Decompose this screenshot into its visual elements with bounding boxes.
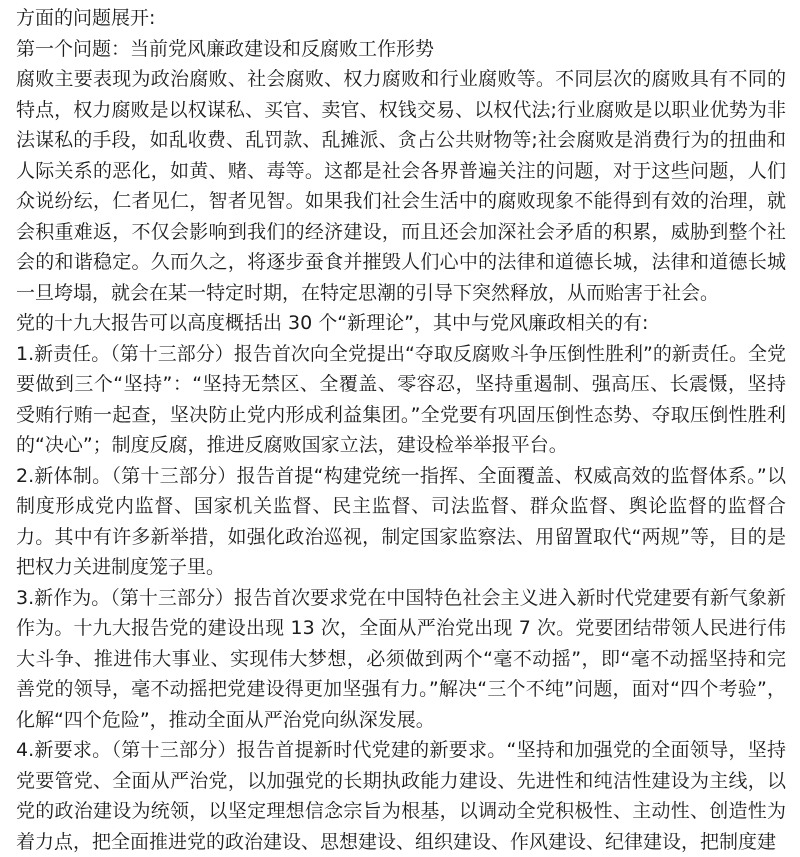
paragraph-intro: 党的十九大报告可以高度概括出 30 个“新理论”，其中与党风廉政相关的有: (16, 312, 649, 334)
item-new-responsibility: 1.新责任。（第十三部分）报告首次向全党提出“夺取反腐败斗争压倒性胜利”的新责任。全党要做到三个“坚持”：“坚持无禁区、全覆盖、零容忍，坚持重遏制、强高压、长震慑，坚持受贿行贿一起查，坚决防止党内形成利益集团。”全党要有巩固压倒性态势、夺取压倒性胜利的“决心”；制度反腐，推进反腐败国家立法，建设检举举报平台。 (16, 342, 786, 456)
paragraph-corruption-forms: 腐败主要表现为政治腐败、社会腐败、权力腐败和行业腐败等。不同层次的腐败具有不同的特点，权力腐败是以权谋私、买官、卖官、权钱交易、以权代法;行业腐败是以职业优势为非法谋私的手段，如乱收费、乱罚款、乱摊派、贪占公共财物等;社会腐败是消费行为的扭曲和人际关系的恶化，如黄、赌、毒等。这都是社会各界普遍关注的问题，对于这些问题，人们众说纷纭，仁者见仁，智者见智。如果我们社会生活中的腐败现象不能得到有效的治理，就会积重难返，不仅会影响到我们的经济建设，而且还会加深社会矛盾的积累，威胁到整个社会的和谐稳定。久而久之，将逐步蚕食并摧毁人们心中的法律和道德长城，法律和道德长城一旦垮塌，就会在某一特定时期，在特定思潮的引导下突然释放，从而贻害于社会。 (16, 68, 786, 304)
section-heading: 第一个问题：当前党风廉政建设和反腐败工作形势 (16, 37, 435, 60)
item-new-requirements: 4.新要求。（第十三部分）报告首提新时代党建的新要求。“坚持和加强党的全面领导，坚持党要管党、全面从严治党，以加强党的长期执政能力建设、先进性和纯洁性建设为主线，以党的政治建设为统领，以坚定理想信念宗旨为根基，以调动全党积极性、主动性、创造性为着力点，把全面推进党的政治建设、思想建设、组织建设、作风建设、纪律建设，把制度建 (16, 739, 786, 853)
item-new-action: 3.新作为。（第十三部分）报告首次要求党在中国特色社会主义进入新时代党建要有新气象新作为。十九大报告党的建设出现 13 次，全面从严治党出现 7 次。党要团结带领人民进行伟大斗争、推进伟大事业、实现伟大梦想，必须做到两个“毫不动摇”，即“毫不动摇坚持和完善党的领导，毫不动摇把党建设得更加坚强有力。”解决“三个不纯”问题，面对“四个考验”，化解“四个危险”，推动全面从严治党向纵深发展。 (16, 586, 786, 731)
opening-line: 方面的问题展开: (16, 7, 156, 29)
item-new-system: 2.新体制。（第十三部分）报告首提“构建党统一指挥、全面覆盖、权威高效的监督体系。”以制度形成党内监督、国家机关监督、民主监督、司法监督、群众监督、舆论监督的监督合力。其中有许多新举措，如强化政治巡视，制定国家监察法、用留置取代“两规”等，目的是把权力关进制度笼子里。 (16, 464, 786, 578)
